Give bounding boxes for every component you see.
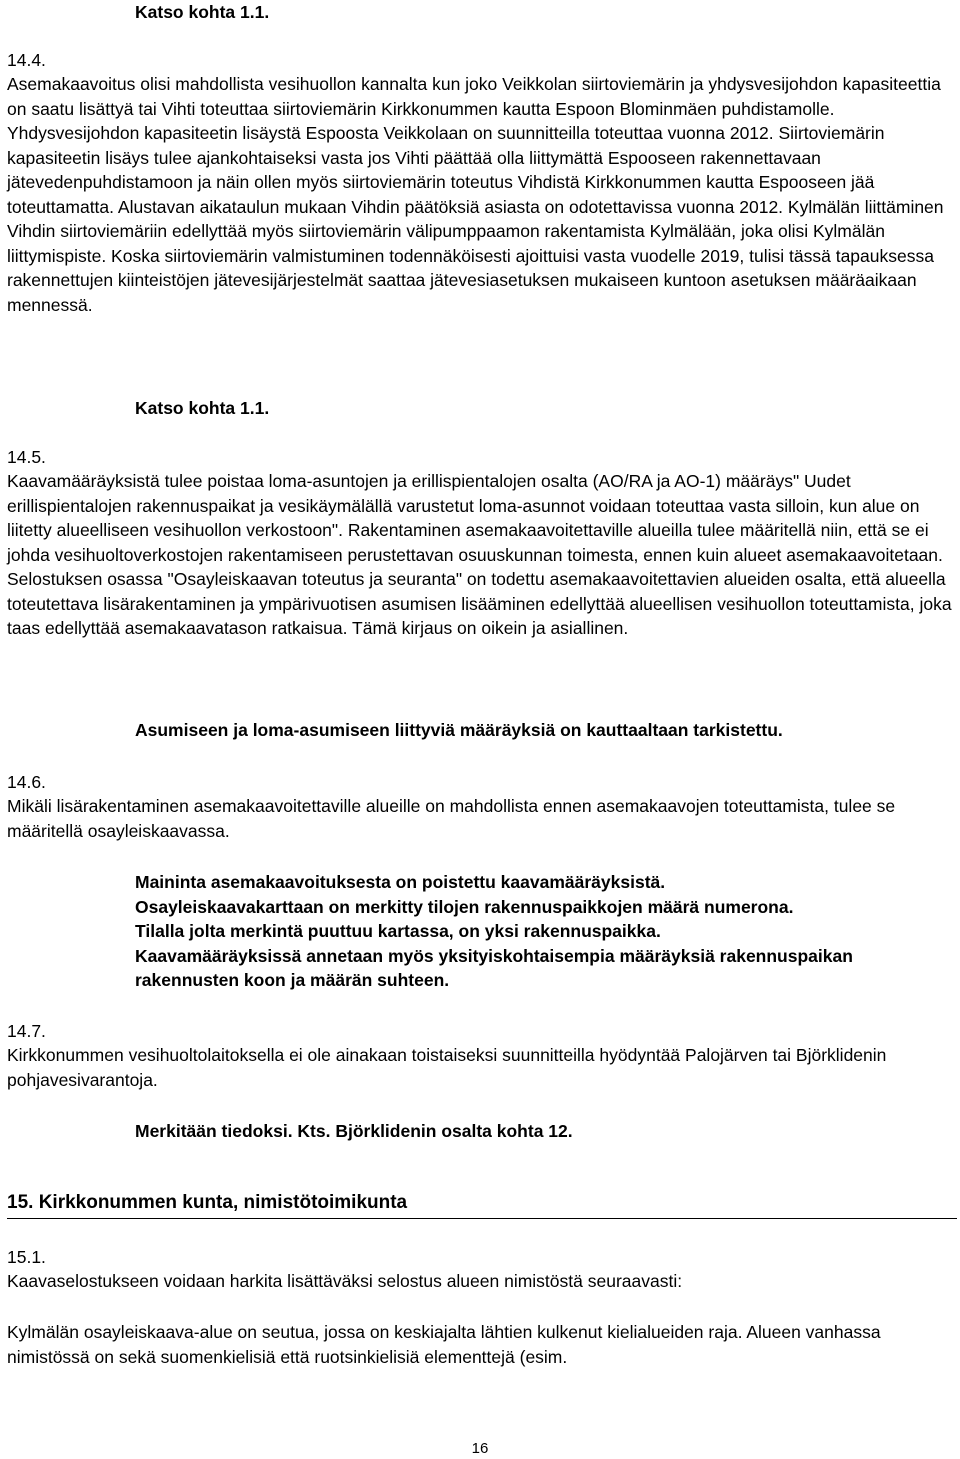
- response-14-5: Asumiseen ja loma-asumiseen liittyviä määräyksiä on kauttaaltaan tarkistettu.: [135, 720, 783, 740]
- response-katso-top: Katso kohta 1.1.: [135, 2, 270, 22]
- response-line: Maininta asemakaavoituksesta on poistettu kaavamääräyksistä.: [135, 872, 666, 892]
- paragraph-14-5: Kaavamääräyksistä tulee poistaa loma-asuntojen ja erillispientalojen osalta (AO/RA ja AO-1) määräys" Uudet erillispientalojen rakennuspaikat ja vesikäymälällä varustetut loma-asunnot voidaan toteuttaa vasta silloin, kun alue on liitetty alueelliseen vesihuollon verkostoon". Rakentaminen asemakaavoitettaville alueilla tulee määritellä niin, että se ei johda vesihuoltoverkostojen rakentamiseen perustettavan osuuskunnan toimesta, ennen kuin alueet asemakaavoitetaan. Selostuksen osassa "Osayleiskaavan toteutus ja seuranta" on todettu asemakaavoitettavien alueiden osalta, että alueella toteutettava lisärakentaminen ja ympärivuotisen asumisen lisääminen edellyttää alueellisen vesihuollon toteuttamista, joka taas edellyttää asemakaavatason ratkaisua. Tämä kirjaus on oikein ja asiallinen.: [7, 471, 952, 638]
- paragraph-14-7: Kirkkonummen vesihuoltolaitoksella ei ole ainakaan toistaiseksi suunnitteilla hyödyntää Palojärven tai Björklidenin pohjavesivarantoja.: [7, 1045, 887, 1090]
- response-line: Kaavamääräyksissä annetaan myös yksityiskohtaisempia määräyksiä rakennuspaikan rakennusten koon ja määrän suhteen.: [135, 945, 853, 990]
- item-number-14-6: 14.6.: [7, 772, 46, 792]
- section-heading-15: 15. Kirkkonummen kunta, nimistötoimikunta: [7, 1190, 957, 1219]
- paragraph-14-6: Mikäli lisärakentaminen asemakaavoitettaville alueille on mahdollista ennen asemakaavojen toteuttamista, tulee se määritellä osayleiskaavassa.: [7, 796, 896, 841]
- item-number-15-1: 15.1.: [7, 1247, 46, 1267]
- page-number: 16: [471, 1440, 489, 1457]
- item-number-14-7: 14.7.: [7, 1021, 46, 1041]
- response-14-7: Merkitään tiedoksi. Kts. Björklidenin osalta kohta 12.: [135, 1121, 573, 1141]
- response-14-4: Katso kohta 1.1.: [135, 398, 270, 418]
- paragraph-15-1-continued: Kylmälän osayleiskaava-alue on seutua, jossa on keskiajalta lähtien kulkenut kielialueiden raja. Alueen vanhassa nimistössä on sekä suomenkielisiä että ruotsinkielisiä elementtejä (esim.: [7, 1322, 881, 1367]
- response-line: Osayleiskaavakarttaan on merkitty tilojen rakennuspaikkojen määrä numerona.: [135, 896, 794, 917]
- response-line: Tilalla jolta merkintä puuttuu kartassa, on yksi rakennuspaikka.: [135, 921, 661, 941]
- item-number-14-4: 14.4.: [7, 50, 46, 70]
- item-number-14-5: 14.5.: [7, 447, 46, 467]
- paragraph-15-1: Kaavaselostukseen voidaan harkita lisättäväksi selostus alueen nimistöstä seuraavasti:: [7, 1271, 683, 1291]
- response-14-6: [135, 870, 953, 993]
- paragraph-14-4: Asemakaavoitus olisi mahdollista vesihuollon kannalta kun joko Veikkolan siirtoviemärin ja yhdysvesijohdon kapasiteettia on saatu lisättyä tai Vihti toteuttaa siirtoviemärin Kirkkonummen kautta Espoon Blominmäen puhdistamolle. Yhdysvesijohdon kapasiteetin lisäystä Espoosta Veikkolaan on suunnitteilla toteuttaa vuonna 2012. Siirtoviemärin kapasiteetin lisäys tulee ajankohtaiseksi vasta jos Vihti päättää olla liittymättä Espooseen rakennettavaan jätevedenpuhdistamoon ja näin ollen myös siirtoviemärin toteutus Vihdistä Kirkkonummen kautta Espooseen jää toteuttamatta. Alustavan aikataulun mukaan Vihdin päätöksiä asiasta on odotettavissa vuonna 2012. Kylmälän liittäminen Vihdin siirtoviemäriin edellyttää myös siirtoviemärin välipumppaamon rakentamista Kylmälään, joka olisi Kylmälän liittymispiste. Koska siirtoviemärin valmistuminen todennäköisesti ajoittuisi vasta vuodelle 2019, tulisi tässä tapauksessa rakennettujen kiinteistöjen jätevesijärjestelmät saattaa jätevesiasetuksen mukaiseen kuntoon asetuksen määräaikaan mennessä.: [7, 74, 944, 315]
